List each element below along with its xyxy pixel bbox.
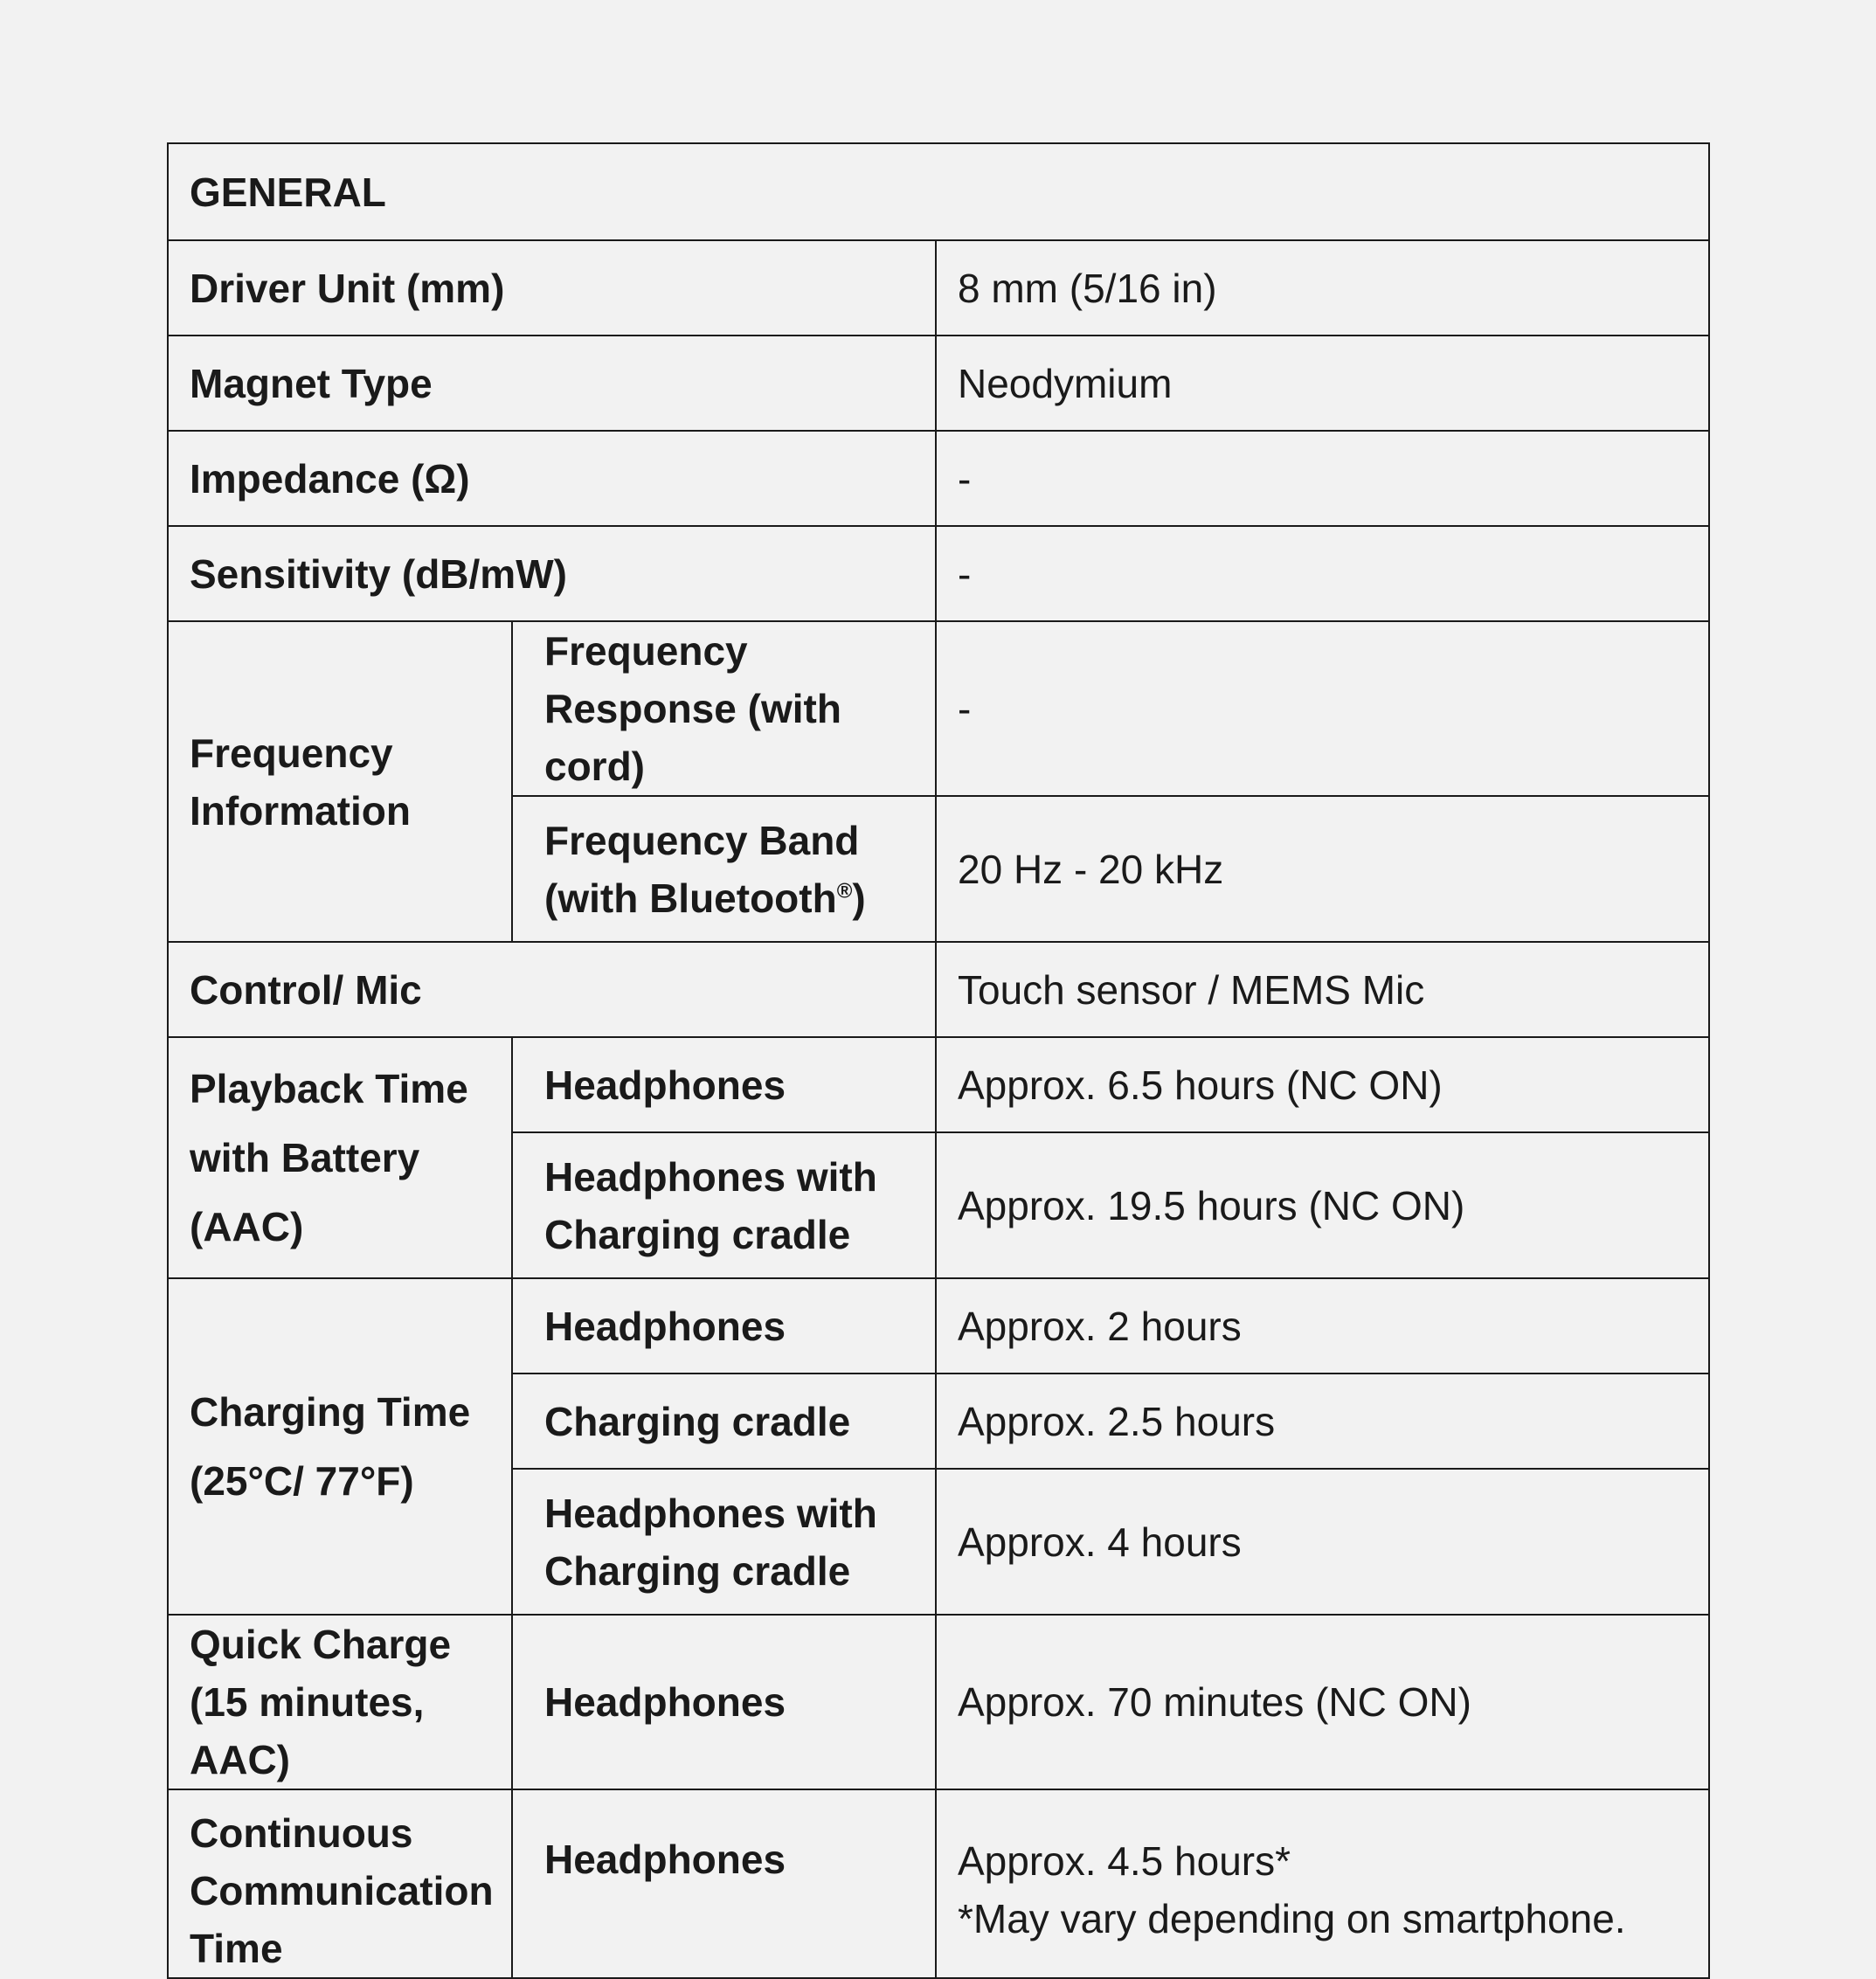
continuous-communication-headphones-label: Headphones: [512, 1789, 936, 1978]
frequency-information-label: Frequency Information: [168, 621, 512, 942]
charging-time-label: Charging Time (25°C/ 77°F): [168, 1278, 512, 1615]
driver-unit-label: Driver Unit (mm): [168, 240, 936, 336]
charging-cradle-value: Approx. 2.5 hours: [936, 1374, 1709, 1469]
continuous-communication-value: [936, 1789, 1709, 1978]
playback-cradle-label: Headphones with Charging cradle: [512, 1132, 936, 1278]
sensitivity-label: Sensitivity (dB/mW): [168, 526, 936, 621]
frequency-band-label: [512, 796, 936, 942]
table-row: [168, 1615, 1709, 1789]
control-mic-label: Control/ Mic: [168, 942, 936, 1037]
playback-headphones-value: Approx. 6.5 hours (NC ON): [936, 1037, 1709, 1132]
driver-unit-value: 8 mm (5/16 in): [936, 240, 1709, 336]
table-row: [168, 431, 1709, 526]
frequency-band-label-end: ): [852, 875, 866, 921]
section-title: GENERAL: [168, 143, 1709, 240]
frequency-band-label-text: Frequency Band (with Bluetooth: [544, 817, 860, 921]
charging-both-label: Headphones with Charging cradle: [512, 1469, 936, 1615]
table-row: [168, 621, 1709, 796]
spec-table: [167, 142, 1710, 1979]
table-row: [168, 526, 1709, 621]
frequency-response-value: -: [936, 621, 1709, 796]
magnet-type-label: Magnet Type: [168, 336, 936, 431]
playback-headphones-label: Headphones: [512, 1037, 936, 1132]
frequency-response-label: Frequency Response (with cord): [512, 621, 936, 796]
table-row: [168, 1037, 1709, 1132]
continuous-communication-value-text: Approx. 4.5 hours*: [958, 1838, 1291, 1884]
control-mic-value: Touch sensor / MEMS Mic: [936, 942, 1709, 1037]
quick-charge-headphones-label: Headphones: [512, 1615, 936, 1789]
quick-charge-value: Approx. 70 minutes (NC ON): [936, 1615, 1709, 1789]
charging-headphones-label: Headphones: [512, 1278, 936, 1374]
impedance-label: Impedance (Ω): [168, 431, 936, 526]
table-row: [168, 942, 1709, 1037]
registered-mark: ®: [836, 879, 853, 903]
continuous-communication-label: Continuous Communication Time: [168, 1789, 512, 1978]
quick-charge-label: Quick Charge (15 minutes, AAC): [168, 1615, 512, 1789]
table-row: [168, 240, 1709, 336]
charging-headphones-value: Approx. 2 hours: [936, 1278, 1709, 1374]
charging-cradle-label: Charging cradle: [512, 1374, 936, 1469]
playback-cradle-value: Approx. 19.5 hours (NC ON): [936, 1132, 1709, 1278]
playback-time-label: Playback Time with Battery (AAC): [168, 1037, 512, 1278]
continuous-communication-note: *May vary depending on smartphone.: [958, 1896, 1626, 1941]
table-row: [168, 336, 1709, 431]
table-row: [168, 143, 1709, 240]
table-row: [168, 1789, 1709, 1978]
charging-both-value: Approx. 4 hours: [936, 1469, 1709, 1615]
frequency-band-value: 20 Hz - 20 kHz: [936, 796, 1709, 942]
sensitivity-value: -: [936, 526, 1709, 621]
table-row: [168, 1278, 1709, 1374]
impedance-value: -: [936, 431, 1709, 526]
magnet-type-value: Neodymium: [936, 336, 1709, 431]
